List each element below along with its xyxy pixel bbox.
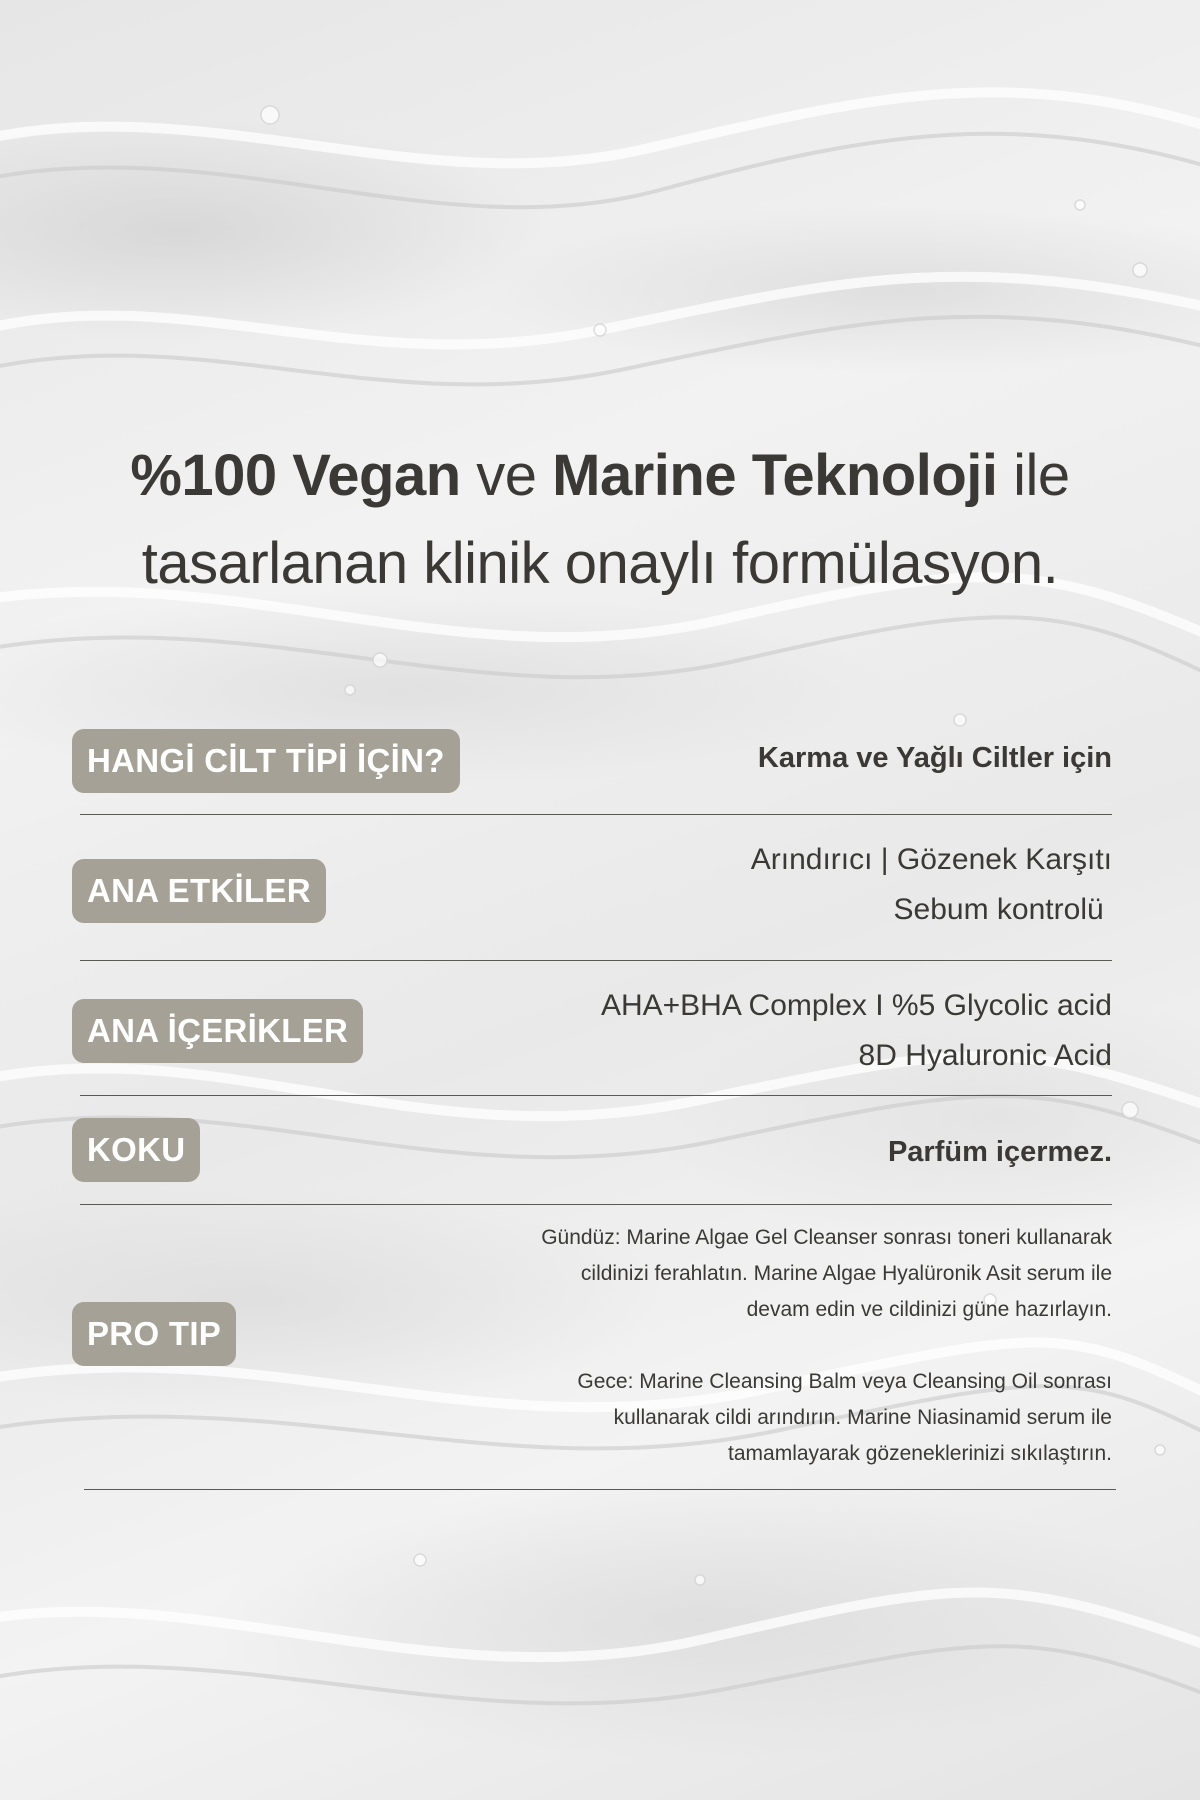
headline-connector: ve	[460, 443, 553, 508]
value-scent: Parfüm içermez.	[887, 1136, 1112, 1168]
value-skin-type: Karma ve Yağlı Ciltler için	[757, 742, 1112, 774]
pro-tip-line: kullanarak cildi arındırın. Marine Niasinamid serum ile	[613, 1406, 1112, 1429]
headline-vegan: %100 Vegan	[130, 443, 461, 508]
divider	[80, 1095, 1112, 1096]
value-pro-tip	[541, 1220, 1112, 1472]
pro-tip-line: devam edin ve cildinizi güne hazırlayın.	[746, 1298, 1112, 1321]
value-main-effects	[751, 835, 1112, 935]
label-main-ingredients: ANA İÇERİKLER	[72, 999, 363, 1063]
headline-line-2: tasarlanan klinik onaylı formülasyon.	[141, 531, 1059, 596]
headline-marine-tech: Marine Teknoloji	[552, 443, 998, 508]
main-effects-line: Sebum kontrolü	[893, 893, 1112, 926]
divider	[80, 814, 1112, 815]
pro-tip-spacer	[541, 1328, 1112, 1364]
ingredients-line: 8D Hyaluronic Acid	[858, 1039, 1112, 1072]
pro-tip-line: cildinizi ferahlatın. Marine Algae Hyalüronik Asit serum ile	[580, 1262, 1112, 1285]
label-main-effects: ANA ETKİLER	[72, 859, 326, 923]
ingredients-line: AHA+BHA Complex I %5 Glycolic acid	[600, 989, 1112, 1022]
divider	[80, 1204, 1112, 1205]
value-main-ingredients	[601, 981, 1112, 1081]
divider	[80, 960, 1112, 961]
pro-tip-line: Gündüz: Marine Algae Gel Cleanser sonrası toneri kullanarak	[541, 1226, 1112, 1249]
pro-tip-line: tamamlayarak gözeneklerinizi sıkılaştırın.	[728, 1442, 1112, 1465]
headline-ile: ile	[997, 443, 1070, 508]
headline	[40, 432, 1160, 608]
label-scent: KOKU	[72, 1118, 200, 1182]
pro-tip-line: Gece: Marine Cleansing Balm veya Cleansing Oil sonrası	[577, 1370, 1112, 1393]
label-skin-type: HANGİ CİLT TİPİ İÇİN?	[72, 729, 460, 793]
divider	[84, 1489, 1116, 1490]
main-effects-line: Arındırıcı | Gözenek Karşıtı	[750, 843, 1112, 876]
headline-line-1	[40, 432, 1160, 520]
label-pro-tip: PRO TIP	[72, 1302, 236, 1366]
